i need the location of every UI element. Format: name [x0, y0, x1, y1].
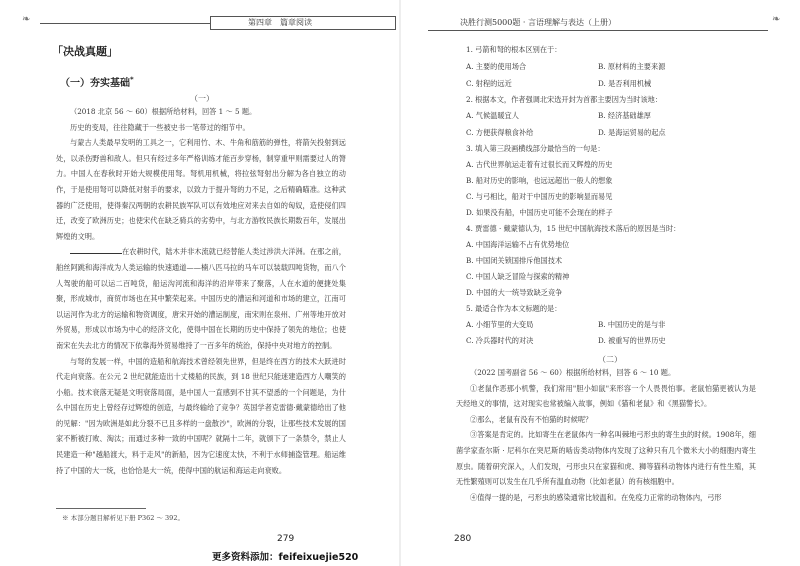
question-5: 5. 最适合作为本文标题的是： [466, 304, 562, 313]
subsection-footnote-mark: * [130, 75, 134, 84]
fill-blank-line [70, 245, 122, 254]
q1-option-a: A. 主要的使用场合 [466, 62, 527, 71]
header-rule-right [428, 30, 768, 31]
right-page [400, 0, 800, 566]
q3-option-c: C. 与弓相比，船对于中国历史的影响显而易见 [466, 192, 613, 201]
passage-1-para-2: 与蒙古人类最早发明的工具之一，它利用竹、木、牛角和筋筋的弹性，将箭矢投射到远处，以杀伤野兽和敌人。但只有经过多年严格训练才能百步穿杨，制穿重甲则需要过人的膂力。中国人在春秋时开始大规模使用弩。弩机用机械，将拉弦弩射出分解为各自独立的动作，于是使用弩可以降低对射手的要求，以致力于提升弩的力不足，之后精确瞄准。这种武器的广泛使用，使得秦汉两朝的农耕民族军队可以有效地应对来去自如的匈奴，造使侵们四迁，改变了欧洲历史；也使宋代在缺乏骑兵的劣势中，与北方游牧民族长期数百年，发展出辉煌的文明。 [56, 138, 346, 241]
corner-ornament-icon: ❧ [22, 14, 31, 25]
passage-1-para-3 [56, 244, 346, 353]
passage-1-instruction: （2018 北京 56 ～ 60）根据所给材料，回答 1 ～ 5 题。 [70, 107, 257, 116]
header-book-title: 决胜行测5000题 · 言语理解与表达（上册） [460, 18, 616, 27]
q4-option-a: A. 中国海洋运输不占有优势地位 [466, 240, 570, 249]
passage-1 [56, 104, 346, 478]
q2-option-c: C. 方便获得粮食补给 [466, 128, 534, 137]
corner-ornament-icon: ❧ [772, 14, 781, 25]
passage-2-para-3: ③答案是肯定的。比如寄生在老鼠体内一种名叫棘地弓形虫的寄生虫的时候。1908年，细菌学家查尔斯 · 尼科尔在突尼斯的啮齿类动物体内发现了这种只有几个微米大小的细胞内寄生原虫。随着研究深入，人们发现，弓形虫只在家猫和虎、狮等猫科动物体内进行有性生殖，其无性繁殖则可以发生在几乎所有温血动物（比如老鼠）的有核细胞中。 [456, 430, 756, 487]
q3-option-b: B. 船对历史的影响，也远远超出一般人的想象 [466, 176, 613, 185]
question-3: 3. 填入第三段画横线部分最恰当的一句是： [466, 144, 605, 153]
q4-option-b: B. 中国闭关锁国排斥他国技术 [466, 256, 563, 265]
page-number-left: 279 [277, 534, 295, 544]
q1-option-c: C. 射程的远近 [466, 79, 512, 88]
q4-option-d: D. 中国的大一统导致缺乏竞争 [466, 288, 563, 297]
passage-1-para-3-text: 在农耕时代，陆木并非木流就已经替能人类过涉洪大洋洲。在那之前，舶丝阿跳和海洋成为人类运输的快速通道——楠八匹马拉的马车可以装载四吨货物，而八个人驾驶的船可以运二百吨货，船运沟河流和海洋的沿岸带来了聚落，人在水道的便捷处集聚，形成城市，商贸市场也在其中繁荣起来。中国历史的漕运和河道和市场的建立，江南可以运河作为北方的运输和物资调度，唐宋开始的漕运制度，南宋则在泉州、广州等地开放对外贸易，形成以市场为中心的经济文化，使得中国在长期的历史中保持了领先的地位；也使南宋在失去北方的情况下依靠海外贸易维持了一百多年的统治，保持中央对地方的控制。 [56, 247, 346, 350]
passage-2 [456, 365, 756, 505]
question-4: 4. 贾雷德 · 戴蒙德认为，15 世纪中国航海技术落后的原因是当时： [466, 224, 681, 233]
q5-option-a: A. 小细节里的大变局 [466, 320, 534, 329]
footnote: ※ 本部分题目解析见下册 P362 ～ 392。 [62, 514, 184, 522]
q5-option-b: B. 中国历史的是与非 [598, 320, 666, 329]
footnote-rule [56, 508, 146, 509]
left-page-header [210, 16, 396, 30]
section-title: 「决战真题」 [52, 45, 118, 58]
passage-2-para-2: ②那么，老鼠有没有不怕猫的时候呢？ [470, 414, 593, 424]
header-chapter-title: 第四章 篇章阅读 [248, 18, 312, 27]
passage-2-para-1: ①老鼠作恶那小机警，我们常用"胆小如鼠"来形容一个人畏畏怕事。老鼠怕猫更被认为是天经地义的事情，这对现实也常被编入故事，例如《猫和老鼠》和《黑猫警长》。 [456, 383, 756, 409]
passage-number-2: （二） [598, 355, 622, 364]
right-page-header [428, 14, 781, 30]
q5-option-c: C. 冷兵器时代的对决 [466, 336, 534, 345]
q3-option-d: D. 如果没有船，中国历史可能不会现在的样子 [466, 208, 613, 217]
q1-option-d: D. 是否利用机械 [598, 79, 652, 88]
header-rule [40, 23, 210, 24]
page-number-right: 280 [454, 534, 472, 544]
q4-option-c: C. 中国人缺乏冒险与探索的精神 [466, 272, 570, 281]
passage-2-para-4: ④值得一提的是，弓形虫的感染通常比较温和。在免疫力正常的动物体内，弓形 [470, 492, 722, 502]
q2-option-a: A. 气候温暖宜人 [466, 111, 519, 120]
q1-option-b: B. 原材料的主要来源 [598, 62, 666, 71]
watermark-text: 更多资料添加：feifeixuejie520 [212, 552, 359, 563]
question-2: 2. 根据本文，作者强调北宋选开封为首都主要因为当时该地： [466, 95, 663, 104]
q3-option-a: A. 古代世界航运走着有过很长而又辉煌的历史 [466, 160, 613, 169]
q2-option-b: B. 经济基础雄厚 [598, 111, 651, 120]
question-1: 1. 弓箭和弩的根本区别在于： [466, 45, 562, 54]
subsection-title [60, 74, 134, 89]
passage-1-para-1: 历史的变局，往往隐藏于一些被史书一笔带过的细节中。 [70, 122, 250, 132]
q5-option-d: D. 被重写的世界历史 [598, 336, 666, 345]
q2-option-d: D. 是海运贸易的起点 [598, 128, 666, 137]
passage-2-instruction: （2022 国考副省 56 ～ 60）根据所给材料，回答 6 ～ 10 题。 [470, 368, 676, 377]
passage-1-para-4: 与弩的发展一样，中国的造船和航海技术曾经领先世界，但是终在西方的技术大跃进时代走向衰落。在公元 2 世纪就能造出十丈楼船的民族，到 18 世纪只能迷建造西方人嘲笑的小船。技术衰落无疑是文明衰落局面，是中国人一直感到不甘其不望悉的一个问题是，为什么中国在历史上曾经存过辉煌的创造，与最终输给了竞争？英国学者克雷德·戴蒙德给出了他的见解："因为欧洲是如此分裂不已且多样的一盘散沙"，欧洲的分裂，让那些技术发展的国家不断被打败、淘汰；而通过多种一致的中国呢？就隔十二年，就颁下了一条禁令，禁止人民建造一种"越船渡大，料于走风"的新船，因为它速度太快，不利于水师捕盗管理。船运维持了中国的大一统，也恰恰是大一统，使得中国的航运和海运走向衰败。 [56, 356, 346, 475]
passage-number-1: （一） [190, 94, 214, 103]
subsection-title-text: （一）夯实基础 [60, 78, 130, 89]
